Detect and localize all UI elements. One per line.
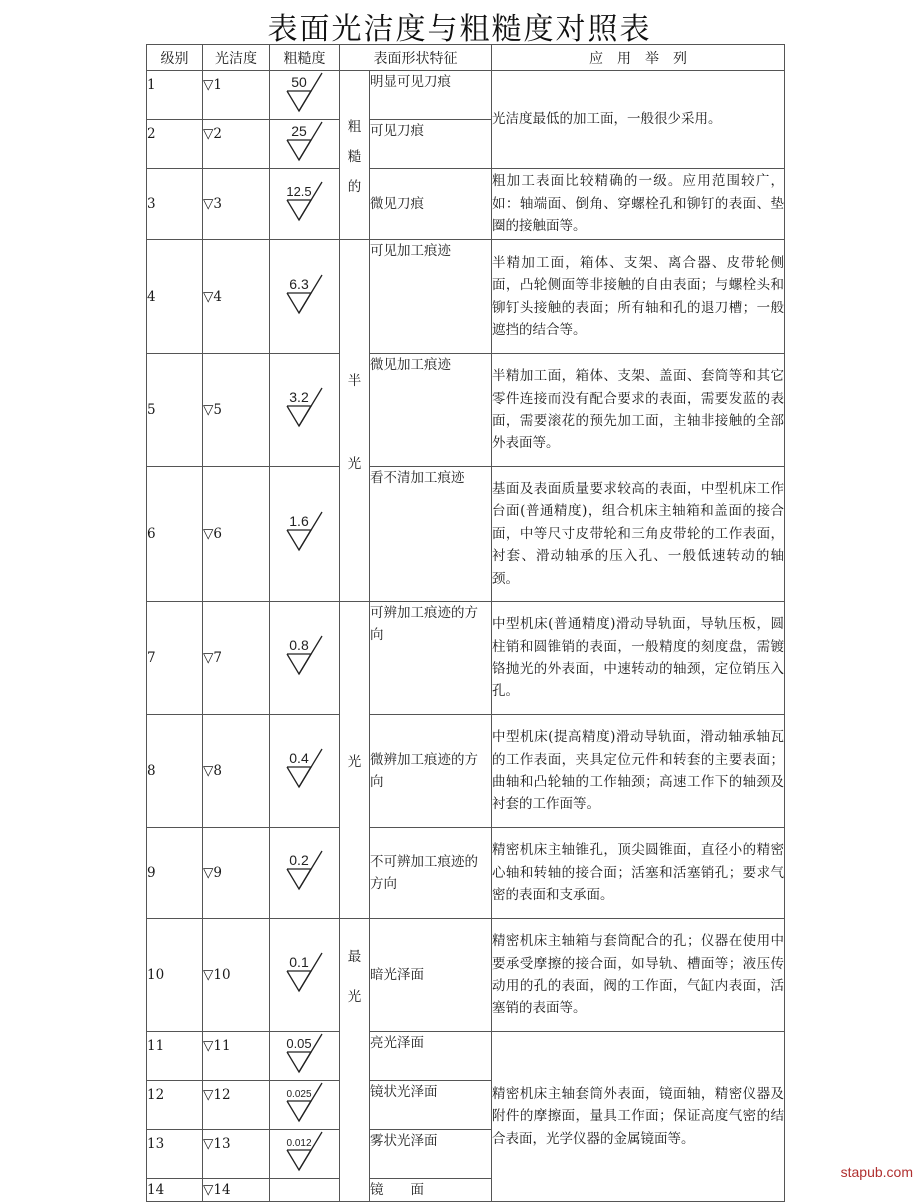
roughness-check-icon	[282, 180, 328, 224]
application-text: 精密机床主轴锥孔，顶尖圆锥面，直径小的精密心轴和转轴的接合面；活塞和活塞销孔；要求气密的表面和支承面。	[492, 828, 785, 919]
level-cell: 1	[147, 71, 203, 120]
roughness-symbol	[270, 1032, 340, 1081]
roughness-symbol-graphic	[282, 1032, 328, 1080]
roughness-symbol	[270, 919, 340, 1032]
smoothness-cell: ▽13	[203, 1130, 270, 1179]
smoothness-cell: ▽8	[203, 715, 270, 828]
roughness-value: 0.05	[285, 1036, 312, 1051]
application-text: 半精加工面，箱体、支架、离合器、皮带轮侧面，凸轮侧面等非接触的自由表面；与螺栓头和铆钉头接触的表面；所有轴和孔的退刀槽；一般遮挡的结合等。	[492, 240, 785, 354]
roughness-symbol-graphic	[282, 273, 328, 321]
category-char: 光	[347, 754, 362, 770]
header-application: 应 用 举 列	[492, 45, 785, 71]
roughness-value: 6.3	[288, 275, 309, 292]
smoothness-cell: ▽3	[203, 169, 270, 240]
page-title: 表面光洁度与粗糙度对照表	[267, 12, 652, 47]
roughness-symbol	[270, 828, 340, 919]
category-char: 光	[347, 456, 362, 473]
category-finest	[340, 919, 370, 1202]
roughness-symbol-graphic	[282, 1130, 328, 1178]
roughness-check-icon	[282, 510, 328, 554]
application-text: 精密机床主轴箱与套筒配合的孔；仪器在使用中要承受摩擦的接合面，如导轨、槽面等；液压传动用的孔的表面，阀的工作面，气缸内表面，活塞销的表面等。	[492, 919, 785, 1032]
application-text: 半精加工面，箱体、支架、盖面、套筒等和其它零件连接而没有配合要求的表面，需要发蓝的表面，需要滚花的预先加工面，主轴非接触的全部外表面等。	[492, 354, 785, 467]
category-light	[340, 602, 370, 919]
table-row	[147, 240, 785, 354]
application-text: 精密机床主轴套筒外表面，镜面轴，精密仪器及附件的摩擦面，量具工作面；保证高度气密的结合表面，光学仪器的金属镜面等。	[492, 1032, 785, 1202]
surface-feature: 看不清加工痕迹	[370, 467, 492, 602]
surface-feature: 可见刀痕	[370, 120, 492, 169]
level-cell: 3	[147, 169, 203, 240]
roughness-check-icon	[282, 273, 328, 317]
roughness-value: 0.1	[288, 954, 309, 970]
category-char: 糙	[347, 149, 362, 165]
roughness-triangle	[287, 530, 311, 550]
roughness-symbol	[270, 1081, 340, 1130]
surface-feature: 微辨加工痕迹的方向	[370, 715, 492, 828]
roughness-check-icon	[282, 849, 328, 893]
roughness-value: 3.2	[288, 389, 309, 405]
category-char: 光	[347, 989, 362, 1005]
surface-feature: 暗光泽面	[370, 919, 492, 1032]
table-row	[147, 828, 785, 919]
level-cell: 7	[147, 602, 203, 715]
roughness-symbol-graphic	[282, 386, 328, 434]
smoothness-cell: ▽11	[203, 1032, 270, 1081]
roughness-triangle	[287, 140, 311, 160]
level-cell: 12	[147, 1081, 203, 1130]
roughness-symbol-graphic	[282, 120, 328, 168]
roughness-symbol-graphic	[282, 747, 328, 795]
category-char: 粗	[347, 119, 362, 135]
roughness-triangle	[287, 869, 311, 889]
table-row	[147, 919, 785, 1032]
roughness-symbol-graphic	[282, 634, 328, 682]
roughness-value: 25	[290, 123, 307, 139]
roughness-symbol	[270, 120, 340, 169]
roughness-triangle	[287, 293, 311, 313]
surface-feature: 明显可见刀痕	[370, 71, 492, 120]
roughness-check-icon	[282, 1130, 328, 1174]
roughness-symbol	[270, 240, 340, 354]
level-cell: 2	[147, 120, 203, 169]
roughness-check-icon	[282, 1081, 328, 1125]
surface-feature: 可见加工痕迹	[370, 240, 492, 354]
roughness-value: 50	[290, 74, 307, 90]
table-row	[147, 71, 785, 120]
application-text: 中型机床(提高精度)滑动导轨面，滑动轴承轴瓦的工作表面，夹具定位元件和转套的主要表面；曲轴和凸轮轴的工作轴颈；高速工作下的轴颈及衬套的工作面等。	[492, 715, 785, 828]
category-char: 的	[347, 179, 362, 195]
level-cell: 6	[147, 467, 203, 602]
surface-feature: 亮光泽面	[370, 1032, 492, 1081]
roughness-symbol	[270, 354, 340, 467]
roughness-symbol-graphic	[282, 1081, 328, 1129]
roughness-symbol	[270, 1130, 340, 1179]
level-cell: 10	[147, 919, 203, 1032]
roughness-value: 12.5	[285, 184, 312, 199]
smoothness-cell: ▽12	[203, 1081, 270, 1130]
roughness-check-icon	[282, 951, 328, 995]
roughness-value: 0.4	[288, 750, 309, 766]
roughness-triangle	[287, 971, 311, 991]
surface-feature: 可辨加工痕迹的方向	[370, 602, 492, 715]
roughness-check-icon	[282, 120, 328, 164]
smoothness-cell: ▽1	[203, 71, 270, 120]
surface-feature: 镜 面	[370, 1179, 492, 1202]
roughness-check-icon	[282, 634, 328, 678]
surface-feature: 雾状光泽面	[370, 1130, 492, 1179]
roughness-triangle	[287, 406, 311, 426]
roughness-symbol-graphic	[282, 849, 328, 897]
level-cell: 13	[147, 1130, 203, 1179]
roughness-symbol-graphic	[282, 510, 328, 558]
roughness-value: 0.025	[285, 1089, 312, 1100]
category-char: 半	[347, 372, 362, 389]
smoothness-cell: ▽6	[203, 467, 270, 602]
roughness-value: 1.6	[288, 513, 309, 529]
level-cell: 14	[147, 1179, 203, 1202]
table-row	[147, 1032, 785, 1081]
roughness-symbol	[270, 602, 340, 715]
level-cell: 4	[147, 240, 203, 354]
surface-feature: 镜状光泽面	[370, 1081, 492, 1130]
roughness-check-icon	[282, 71, 328, 115]
roughness-symbol	[270, 71, 340, 120]
roughness-triangle	[287, 654, 311, 674]
roughness-check-icon	[282, 1032, 328, 1076]
application-text: 光洁度最低的加工面，一般很少采用。	[492, 71, 785, 169]
roughness-value: 0.2	[288, 852, 309, 868]
category-char: 最	[347, 949, 362, 965]
roughness-symbol	[270, 169, 340, 240]
table-row	[147, 169, 785, 240]
roughness-symbol	[270, 467, 340, 602]
roughness-value: 0.012	[285, 1138, 312, 1149]
roughness-symbol-graphic	[282, 180, 328, 228]
smoothness-cell: ▽2	[203, 120, 270, 169]
application-text: 粗加工表面比较精确的一级。应用范围较广，如：轴端面、倒角、穿螺栓孔和铆钉的表面、垫圈的接触面等。	[492, 169, 785, 240]
roughness-check-icon	[282, 747, 328, 791]
roughness-triangle	[287, 1052, 311, 1072]
roughness-triangle	[287, 767, 311, 787]
comparison-table	[146, 44, 785, 1202]
smoothness-cell: ▽10	[203, 919, 270, 1032]
smoothness-cell: ▽4	[203, 240, 270, 354]
roughness-triangle	[287, 1101, 311, 1121]
smoothness-cell: ▽7	[203, 602, 270, 715]
roughness-symbol-graphic	[282, 951, 328, 999]
roughness-symbol-graphic	[282, 71, 328, 119]
roughness-symbol-empty	[270, 1179, 340, 1202]
roughness-symbol	[270, 715, 340, 828]
level-cell: 11	[147, 1032, 203, 1081]
roughness-triangle	[287, 91, 311, 111]
roughness-triangle	[287, 200, 311, 220]
table-row	[147, 354, 785, 467]
header-level: 级别	[147, 45, 203, 71]
smoothness-cell: ▽14	[203, 1179, 270, 1202]
level-cell: 9	[147, 828, 203, 919]
table-row	[147, 715, 785, 828]
header-row	[147, 45, 785, 71]
roughness-value: 0.8	[288, 637, 309, 653]
header-roughness: 粗糙度	[270, 45, 340, 71]
level-cell: 5	[147, 354, 203, 467]
surface-feature: 微见加工痕迹	[370, 354, 492, 467]
table-row	[147, 602, 785, 715]
smoothness-cell: ▽5	[203, 354, 270, 467]
header-surface: 表面形状特征	[340, 45, 492, 71]
category-semi	[340, 240, 370, 602]
application-text: 基面及表面质量要求较高的表面，中型机床工作台面(普通精度)，组合机床主轴箱和盖面的接合面，中等尺寸皮带轮和三角皮带轮的工作表面，衬套、滑动轴承的压入孔、一般低速转动的轴颈。	[492, 467, 785, 602]
table-row	[147, 467, 785, 602]
application-text: 中型机床(普通精度)滑动导轨面，导轨压板，圆柱销和圆锥销的表面，一般精度的刻度盘，需镀铬抛光的外表面，中速转动的轴颈，定位销压入孔。	[492, 602, 785, 715]
smoothness-cell: ▽9	[203, 828, 270, 919]
roughness-check-icon	[282, 386, 328, 430]
roughness-triangle	[287, 1150, 311, 1170]
category-rough	[340, 71, 370, 240]
surface-feature: 微见刀痕	[370, 169, 492, 240]
level-cell: 8	[147, 715, 203, 828]
surface-feature: 不可辨加工痕迹的方向	[370, 828, 492, 919]
header-smoothness: 光洁度	[203, 45, 270, 71]
watermark: stapub.com	[840, 1164, 913, 1180]
